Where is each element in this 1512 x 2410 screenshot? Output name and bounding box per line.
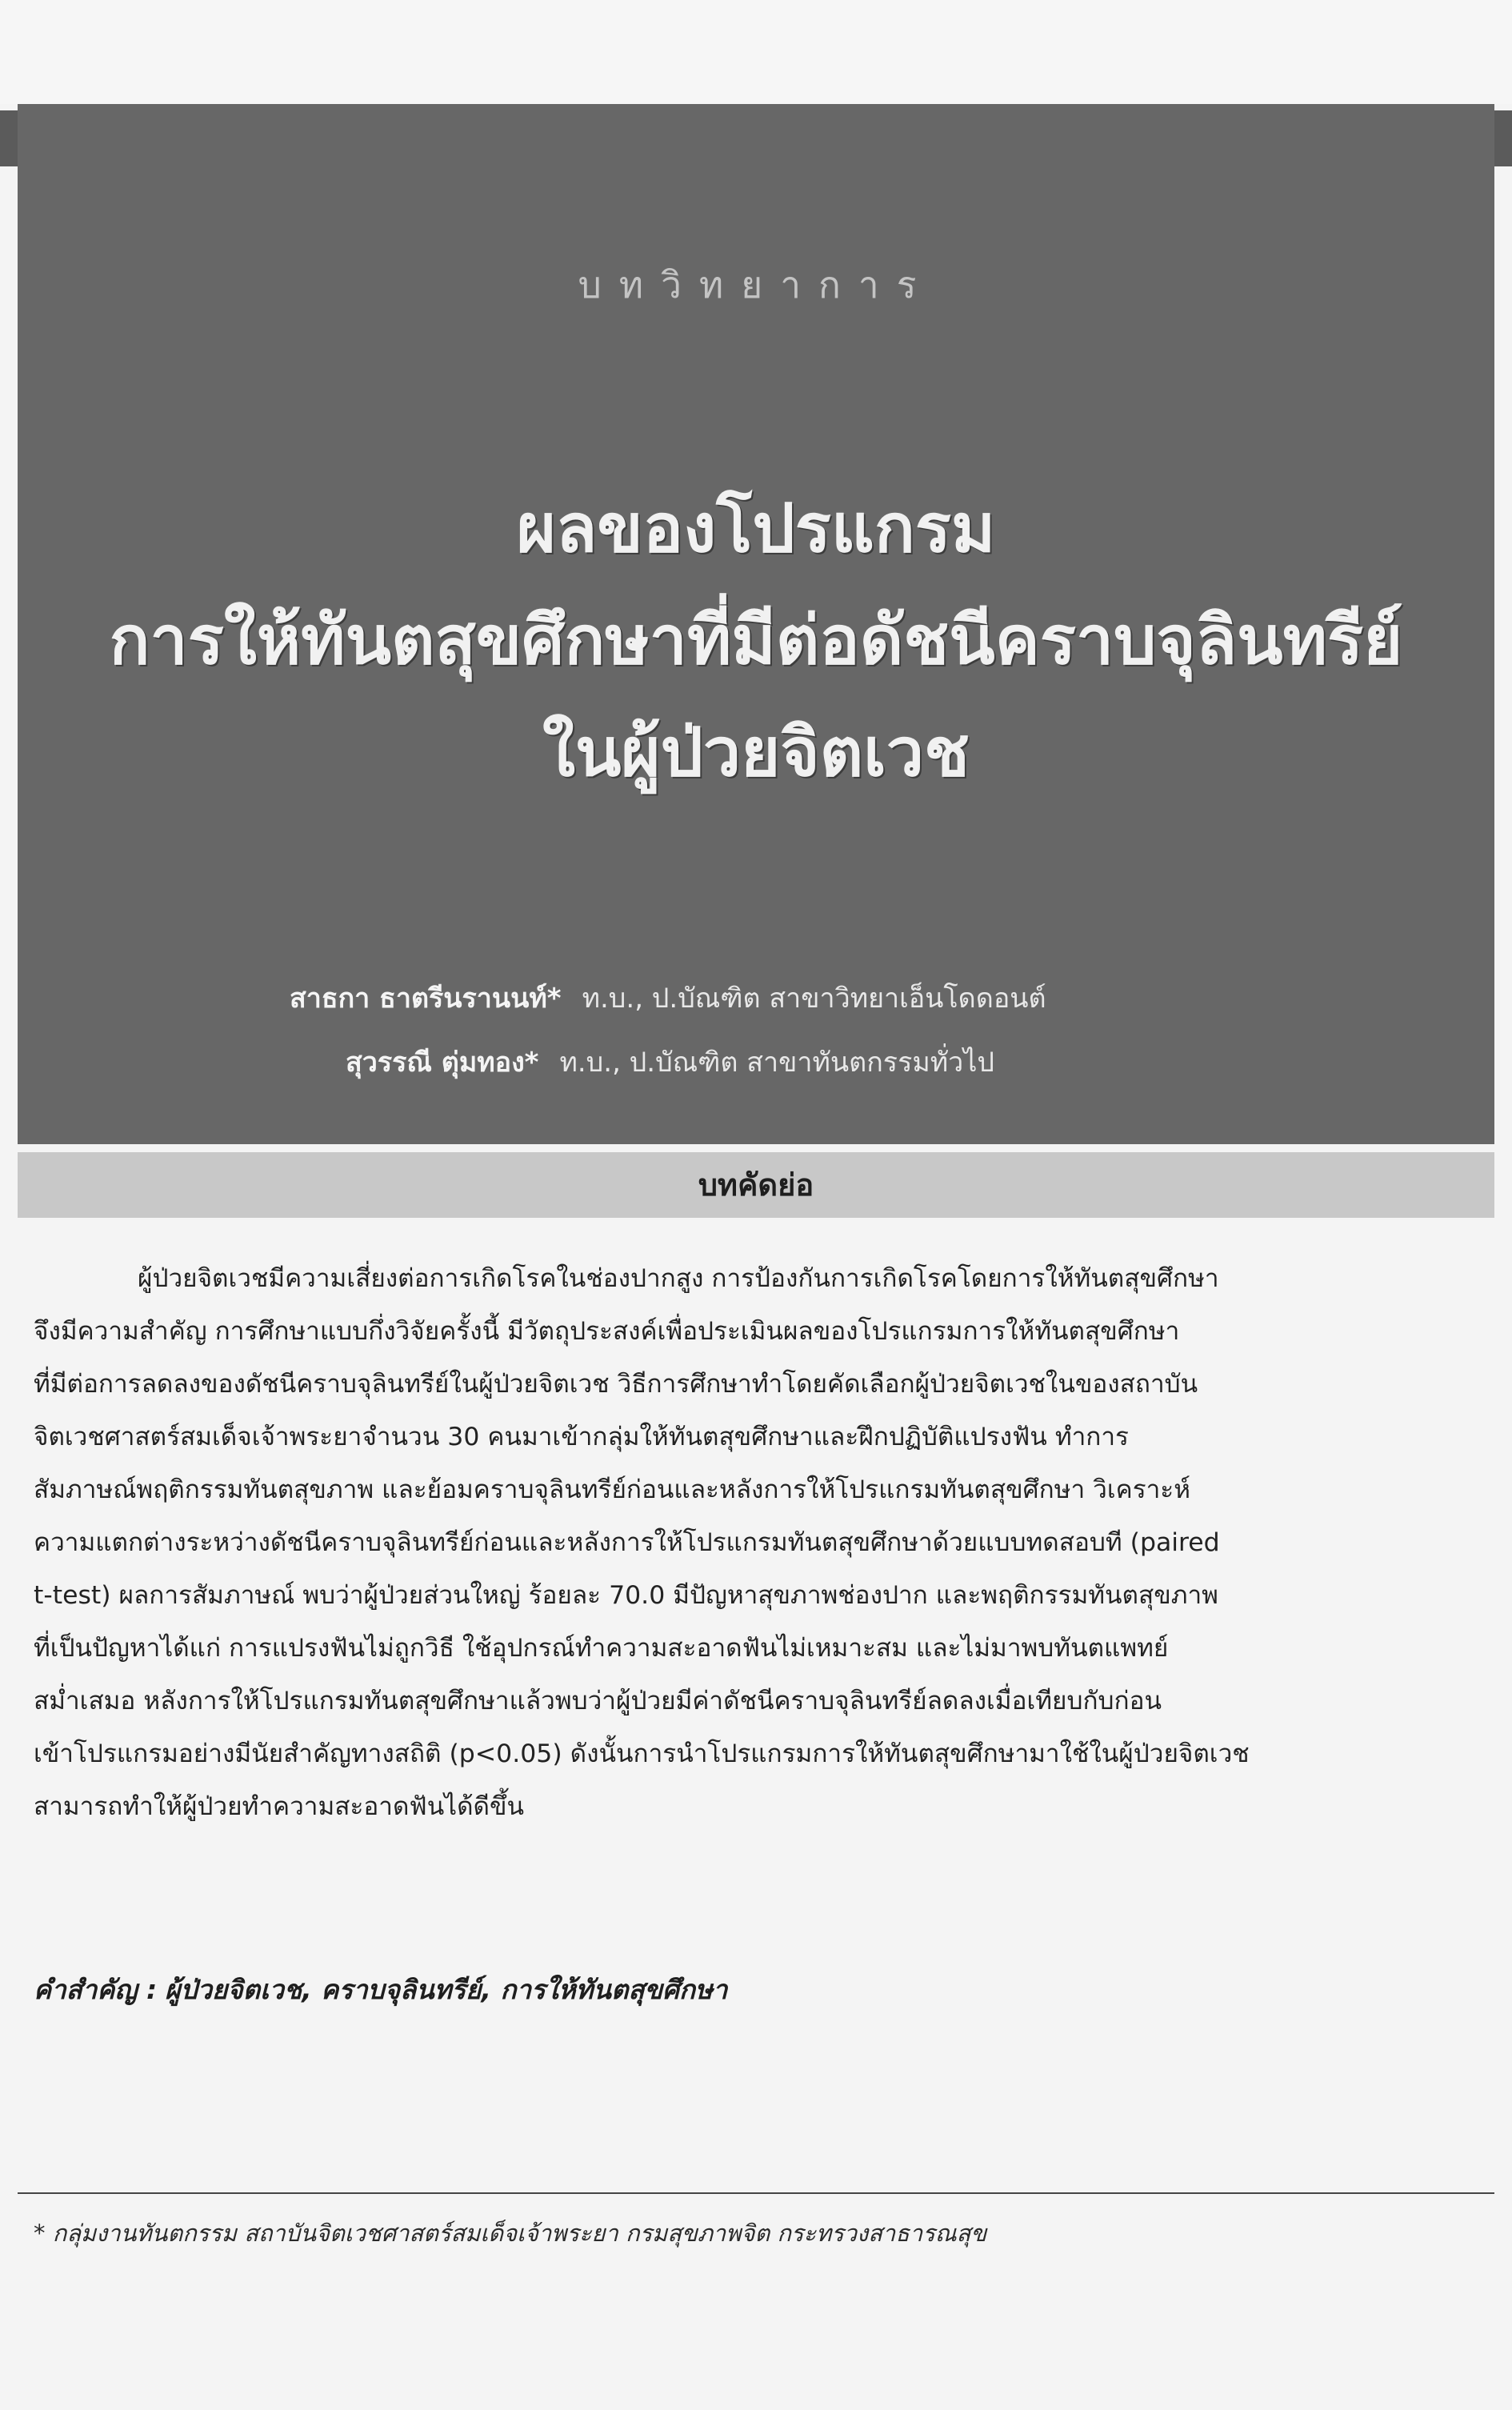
abstract-line: ที่เป็นปัญหาได้แก่ การแปรงฟันไม่ถูกวิธี ใช้อุปกรณ์ทำความสะอาดฟันไม่เหมาะสม และไม่มาพบทันตแพทย์ [34,1634,1169,1663]
abstract-line: สามารถทำให้ผู้ป่วยทำความสะอาดฟันได้ดีขึ้น [34,1792,525,1821]
author-name: สุวรรณี ตุ่มทอง* [346,1047,539,1079]
title-line-3: ในผู้ป่วยจิตเวช [542,713,970,791]
title-line-1: ผลของโปรแกรม [516,489,996,567]
author-degree: ท.บ., ป.บัณฑิต สาขาวิทยาเอ็นโดดอนต์ [582,983,1046,1015]
section-label: บทวิทยาการ [578,263,934,306]
author-entry [290,976,1046,1019]
abstract-line: จิตเวชศาสตร์สมเด็จเจ้าพระยาจำนวน 30 คนมาเข้ากลุ่มให้ทันตสุขศึกษาและฝึกปฏิบัติแปรงฟัน ทำการ [34,1423,1129,1451]
article-title [66,472,1446,808]
abstract-line: t-test) ผลการสัมภาษณ์ พบว่าผู้ป่วยส่วนใหญ่ ร้อยละ 70.0 มีปัญหาสุขภาพช่องปาก และพฤติกรรมทันตสุขภาพ [34,1581,1218,1610]
keywords-text: ผู้ป่วยจิตเวช, คราบจุลินทรีย์, การให้ทันตสุขศึกษา [165,1974,728,2005]
abstract-line: เข้าโปรแกรมอย่างมีนัยสำคัญทางสถิติ (p<0.05) ดังนั้นการนำโปรแกรมการให้ทันตสุขศึกษามาใช้ในผู้ป่วยจิตเวช [34,1739,1250,1768]
author-degree: ท.บ., ป.บัณฑิต สาขาทันตกรรมทั่วไป [559,1047,994,1079]
title-line-2: การให้ทันตสุขศึกษาที่มีต่อดัชนีคราบจุลินทรีย์ [109,601,1403,679]
author-entry [346,1040,994,1083]
abstract-line: สม่ำเสมอ หลังการให้โปรแกรมทันตสุขศึกษาแล้วพบว่าผู้ป่วยมีค่าดัชนีคราบจุลินทรีย์ลดลงเมื่อเทียบกับก่อน [34,1687,1162,1715]
abstract-heading-bar [18,1152,1494,1218]
author-name: สาธกา ธาตรีนรานนท์* [290,983,562,1015]
abstract-line: จึงมีความสำคัญ การศึกษาแบบกึ่งวิจัยครั้งนี้ มีวัตถุประสงค์เพื่อประเมินผลของโปรแกรมการให้ทันตสุขศึกษา [34,1317,1180,1346]
abstract-body [34,1252,1486,1833]
abstract-heading: บทคัดย่อ [698,1167,814,1203]
abstract-line: ผู้ป่วยจิตเวชมีความเสี่ยงต่อการเกิดโรคในช่องปากสูง การป้องกันการเกิดโรคโดยการให้ทันตสุขศึกษา [138,1264,1219,1293]
page-top-margin [0,0,1512,104]
right-edge-tab [1494,110,1512,166]
abstract-line: ความแตกต่างระหว่างดัชนีคราบจุลินทรีย์ก่อนและหลังการให้โปรแกรมทันตสุขศึกษาด้วยแบบทดสอบที (paired [34,1528,1220,1557]
footnote: * กลุ่มงานทันตกรรม สถาบันจิตเวชศาสตร์สมเด็จเจ้าพระยา กรมสุขภาพจิต กระทรวงสาธารณสุข [34,2220,987,2247]
footnote-divider [18,2192,1494,2194]
left-edge-tab [0,110,18,166]
abstract-line: ที่มีต่อการลดลงของดัชนีคราบจุลินทรีย์ในผู้ป่วยจิตเวช วิธีการศึกษาทำโดยคัดเลือกผู้ป่วยจิตเวชในของสถาบัน [34,1370,1198,1399]
abstract-line: สัมภาษณ์พฤติกรรมทันตสุขภาพ และย้อมคราบจุลินทรีย์ก่อนและหลังการให้โปรแกรมทันตสุขศึกษา วิเคราะห์ [34,1475,1190,1504]
keywords [34,1968,1486,2011]
article-header-panel [18,104,1494,1144]
keywords-label: คำสำคัญ : [34,1974,158,2005]
